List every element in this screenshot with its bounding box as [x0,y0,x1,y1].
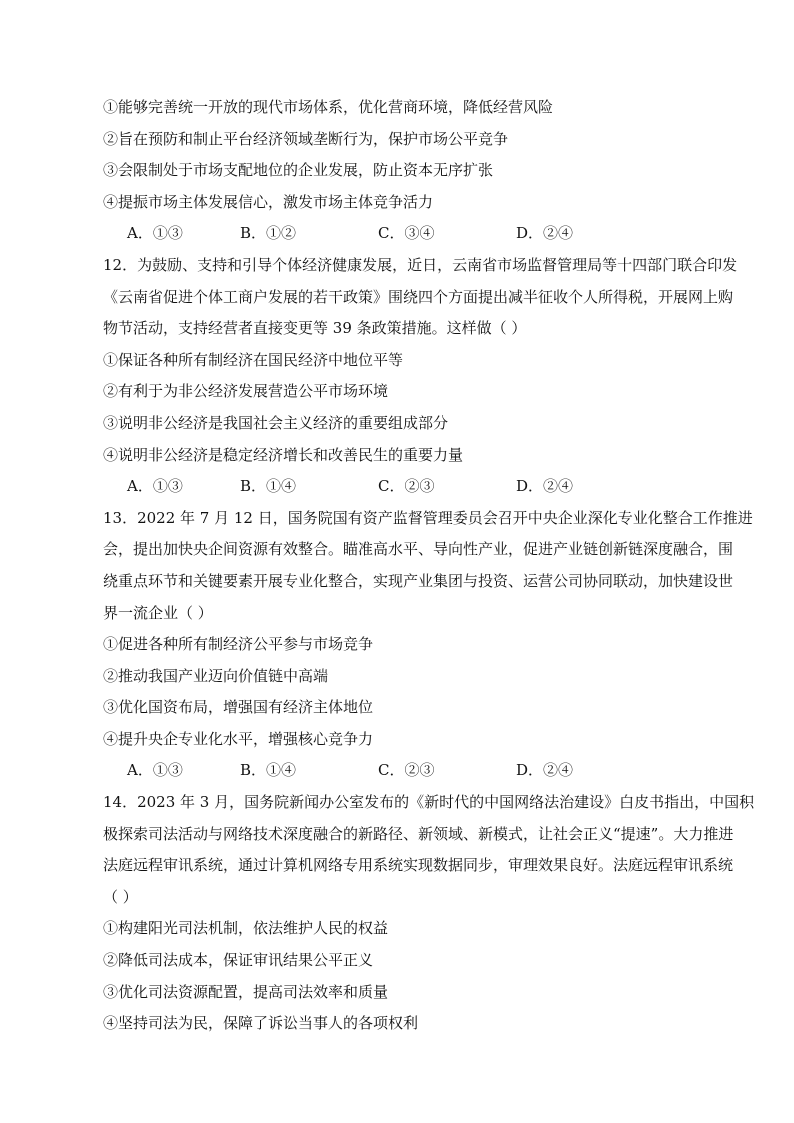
statement-item: ③会限制处于市场支配地位的企业发展，防止资本无序扩张 [103,161,494,180]
choice-d: D．②④ [516,761,574,780]
question-13 [103,503,753,787]
question-stem-line: 《云南省促进个体工商户发展的若干政策》围绕四个方面提出减半征收个人所得税，开展网上购 [103,287,734,306]
choice-d: D．②④ [516,477,574,496]
statement-item: ④坚持司法为民，保障了诉讼当事人的各项权利 [103,1014,419,1033]
choice-b: B．①④ [240,477,297,496]
question-stem-line: 法庭远程审讯系统，通过计算机网络专用系统实现数据同步，审理效果良好。法庭远程审讯系统 [103,856,734,875]
choice-a: A．①③ [127,761,183,780]
statement-item: ①保证各种所有制经济在国民经济中地位平等 [103,350,404,369]
choice-b: B．①② [240,224,297,243]
statement-item: ①构建阳光司法机制，依法维护人民的权益 [103,919,389,938]
statement-item: ②旨在预防和制止平台经济领域垄断行为，保护市场公平竞争 [103,129,509,148]
statement-item: ④提升央企专业化水平，增强核心竞争力 [103,729,374,748]
choice-b: B．①④ [240,761,297,780]
statement-item: ④提振市场主体发展信心，激发市场主体竞争活力 [103,192,434,211]
statement-item: ③说明非公经济是我国社会主义经济的重要组成部分 [103,413,449,432]
question-stem-line: 极探索司法活动与网络技术深度融合的新路径、新领域、新模式，让社会正义“提速”。大力推进 [103,824,734,843]
statement-item: ④说明非公经济是稳定经济增长和改善民生的重要力量 [103,445,464,464]
answer-choices [103,471,698,503]
statement-item: ③优化司法资源配置，提高司法效率和质量 [103,982,389,1001]
choice-d: D．②④ [516,224,574,243]
question-stem-line: 界一流企业（ ） [103,603,213,622]
question-stem-line: 13．2022 年 7 月 12 日，国务院国有资产监督管理委员会召开中央企业深化专业化整合工作推进 [103,508,753,527]
question-stem-line: 12．为鼓励、支持和引导个体经济健康发展，近日，云南省市场监督管理局等十四部门联合印发 [103,255,738,274]
question-stem-line: 绕重点环节和关键要素开展专业化整合，实现产业集团与投资、运营公司协同联动，加快建设世 [103,571,734,590]
choice-c: C．②③ [378,477,435,496]
choice-a: A．①③ [127,477,183,496]
choice-a: A．①③ [127,224,183,243]
statement-item: ①能够完善统一开放的现代市场体系，优化营商环境，降低经营风险 [103,98,554,116]
question-12 [103,250,738,503]
question-stem-line: 会，提出加快央企间资源有效整合。瞄准高水平、导向性产业，促进产业链创新链深度融合，围 [103,540,734,559]
answer-choices [103,218,698,250]
question-stem-line: （ ） [103,887,138,906]
choice-c: C．③④ [378,224,435,243]
question-stem-line: 14．2023 年 3 月，国务院新闻办公室发布的《新时代的中国网络法治建设》白皮书指出，中国积 [103,793,755,812]
question-11-continuation [103,92,698,250]
statement-item: ①促进各种所有制经济公平参与市场竞争 [103,635,374,654]
statement-item: ②降低司法成本，保证审讯结果公平正义 [103,951,374,970]
answer-choices [103,755,698,787]
statement-item: ③优化国资布局，增强国有经济主体地位 [103,698,374,717]
question-stem-line: 物节活动，支持经营者直接变更等 39 条政策措施。这样做（ ） [103,319,527,338]
question-14 [103,787,755,1040]
question-content [103,92,755,1040]
choice-c: C．②③ [378,761,435,780]
statement-item: ②有利于为非公经济发展营造公平市场环境 [103,382,389,401]
statement-item: ②推动我国产业迈向价值链中高端 [103,666,329,685]
